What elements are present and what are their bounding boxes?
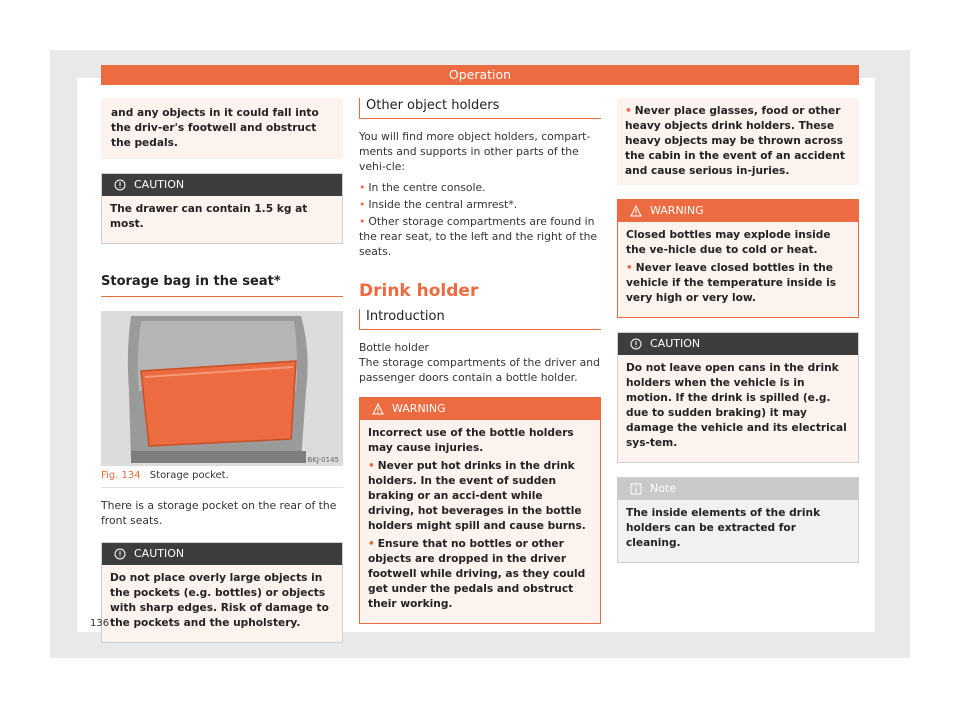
caution-title: CAUTION xyxy=(134,178,185,191)
chapter-title: Drink holder xyxy=(359,281,479,301)
column-3 xyxy=(617,98,859,563)
note-header xyxy=(618,478,858,500)
bottle-holder-body: The storage compartments of the driver and passenger doors contain a bottle holder. xyxy=(359,356,600,384)
warning-continuation xyxy=(617,98,859,185)
caution-header xyxy=(618,333,858,355)
list-item: • Never put hot drinks in the drink holders. In the event of sudden braking or an acci-dent while driving, hot beverages in the bottle holders might spill and cause burns. xyxy=(368,460,586,532)
column-1 xyxy=(101,98,343,643)
list-item: • Ensure that no bottles or other objects are dropped in the driver footwell while driving, as they could get under the pedals and obstruct their working. xyxy=(368,538,586,610)
page-number: 136 xyxy=(90,618,110,629)
caution-box-2 xyxy=(101,542,343,643)
figure-caption xyxy=(101,470,343,481)
caution-text: Do not leave open cans in the drink holders when the vehicle is in motion. If the drink is spilled (e.g. due to sudden braking) it may damage the vehicle and its electrical sys-tem. xyxy=(626,362,847,449)
figure-storage-pocket xyxy=(101,311,343,466)
caution-header xyxy=(102,543,342,565)
warning-title: WARNING xyxy=(392,402,446,415)
warning-header xyxy=(618,200,858,222)
warning-title: WARNING xyxy=(650,204,704,217)
list-item: • Never leave closed bottles in the vehicle if the temperature inside is very high or very low. xyxy=(626,262,837,304)
caution-box-1 xyxy=(101,173,343,244)
figure-number: Fig. 134 xyxy=(101,470,141,481)
note-title: Note xyxy=(650,482,677,495)
storage-body: There is a storage pocket on the rear of the front seats. xyxy=(101,499,337,527)
holders-body: You will find more object holders, compart-ments and supports in other parts of the vehi-cle: xyxy=(359,130,591,173)
list-item: • In the centre console. xyxy=(359,181,486,194)
caution-icon xyxy=(114,548,126,560)
caution-icon xyxy=(630,338,642,350)
figure-caption-text: Storage pocket. xyxy=(149,470,229,481)
caution-box xyxy=(617,332,859,463)
caution-header xyxy=(102,174,342,196)
list-item: • Inside the central armrest*. xyxy=(359,198,518,211)
warning-intro: Incorrect use of the bottle holders may cause injuries. xyxy=(368,427,574,454)
caution-text: The drawer can contain 1.5 kg at most. xyxy=(110,203,308,230)
note-box xyxy=(617,477,859,563)
warning-box xyxy=(617,199,859,318)
warning-icon xyxy=(630,205,642,217)
seat-illustration xyxy=(101,311,343,466)
figure-code: BKJ-0145 xyxy=(307,456,339,464)
warning-intro: Closed bottles may explode inside the ve-hicle due to cold or heat. xyxy=(626,229,831,256)
intro-text: and any objects in it could fall into the driv-er's footwell and obstruct the pedals. xyxy=(111,107,319,149)
caution-title: CAUTION xyxy=(134,547,185,560)
caution-title: CAUTION xyxy=(650,337,701,350)
page-header: Operation xyxy=(101,65,859,85)
warning-box xyxy=(359,397,601,624)
warning-icon xyxy=(372,403,384,415)
caution-icon xyxy=(114,179,126,191)
list-item: • Never place glasses, food or other heavy objects drink holders. These heavy objects may be thrown across the cabin in the event of an accident and cause serious in-juries. xyxy=(625,105,845,177)
section-title-other-holders: Other object holders xyxy=(359,98,601,119)
warning-header xyxy=(360,398,600,420)
subsection-title: Introduction xyxy=(359,309,601,330)
caution-text: Do not place overly large objects in the pockets (e.g. bottles) or objects with sharp edges. Risk of damage to the pockets and the upholstery. xyxy=(110,572,329,629)
figure-divider xyxy=(101,487,343,488)
list-item: • Other storage compartments are found in the rear seat, to the left and the right of the seats. xyxy=(359,215,598,258)
info-icon xyxy=(630,483,642,495)
note-text: The inside elements of the drink holders can be extracted for cleaning. xyxy=(626,507,821,549)
column-2 xyxy=(359,98,601,624)
intro-box xyxy=(101,98,343,159)
bottle-holder-title: Bottle holder xyxy=(359,341,429,354)
section-title-storage-bag: Storage bag in the seat* xyxy=(101,274,343,297)
